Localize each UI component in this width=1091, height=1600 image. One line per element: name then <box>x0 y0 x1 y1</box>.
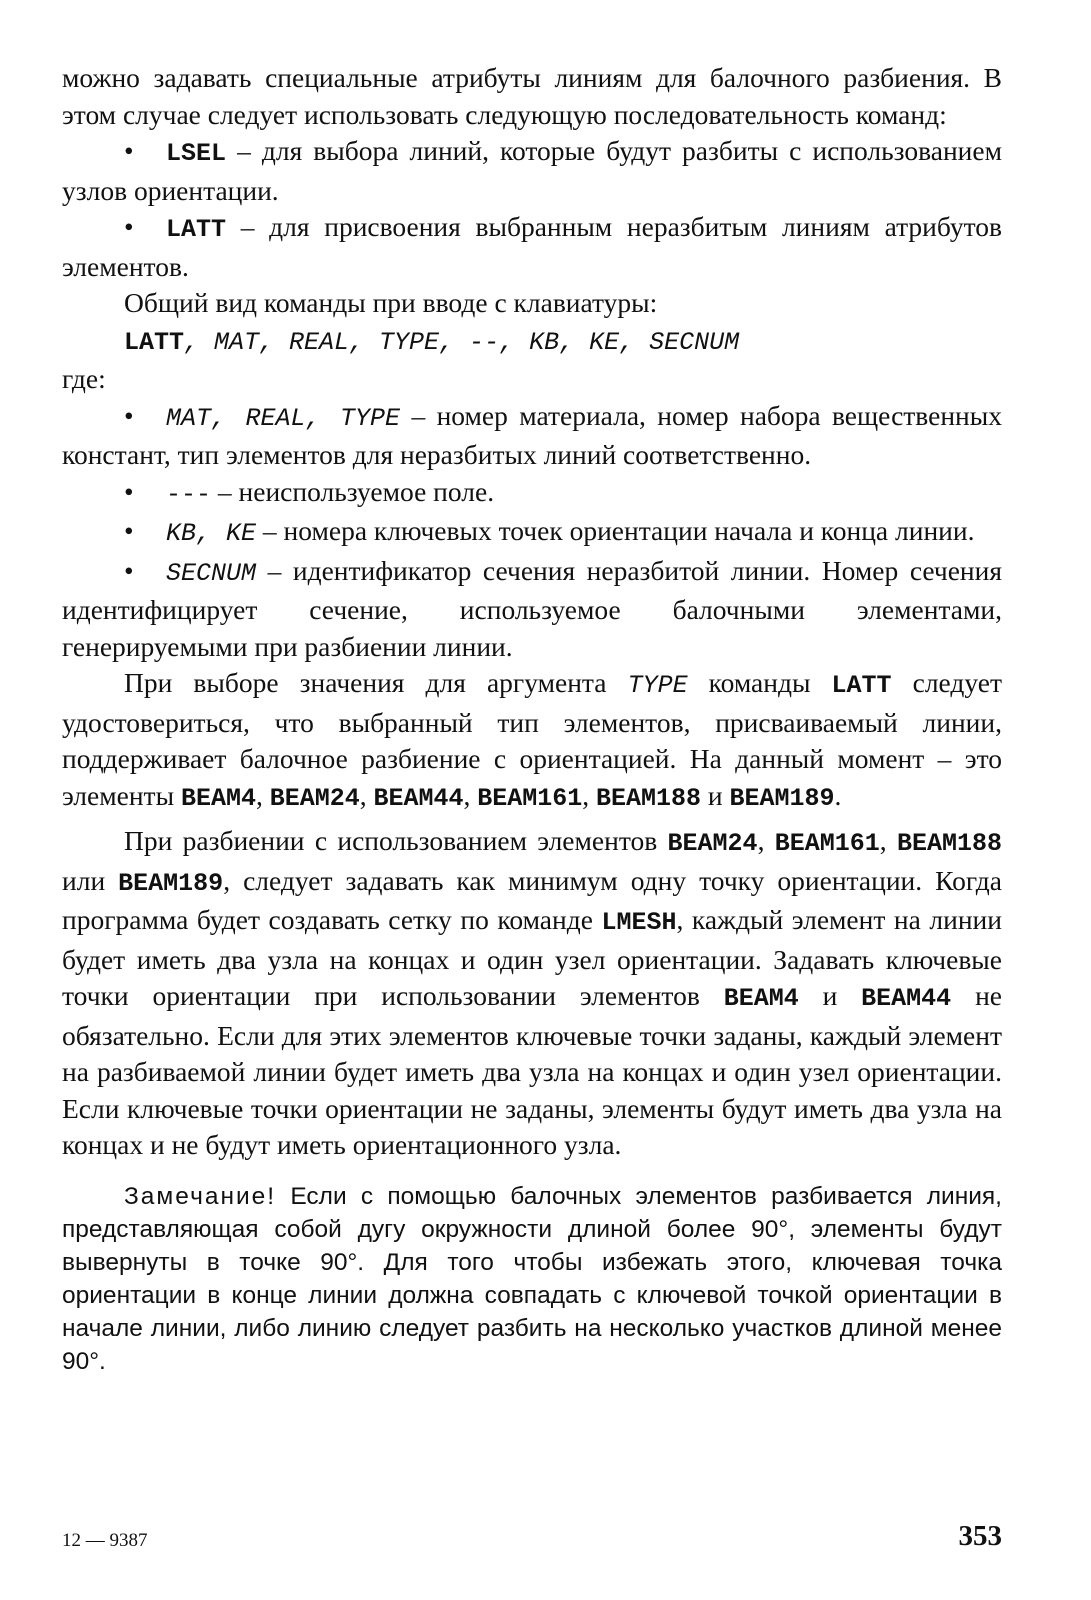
text-run: или <box>62 864 119 896</box>
page-footer <box>62 1520 1002 1560</box>
args-secnum: SECNUM <box>166 558 257 588</box>
command-syntax <box>62 322 1002 362</box>
bullet-lsel <box>62 133 1002 209</box>
paragraph-type <box>62 665 1002 817</box>
command-latt-inline: LATT <box>831 671 892 700</box>
note-text: Если с помощью балочных элементов разбивается линия, представляющая собой дугу окружности длиной более 90°, элементы будут вывернуты в точке 90°. Для того чтобы избежать этого, ключевая точка ориентации в конце линии должна совпадать с ключевой точкой ориентации в начале линии, либо линию следует разбить на несколько участков длиной менее 90°. <box>62 1182 1002 1375</box>
command-latt: LATT <box>166 215 227 244</box>
bullet-icon: • <box>124 515 134 546</box>
text-run: , <box>463 779 478 811</box>
page-body <box>62 60 1002 1378</box>
bullet-text: – неиспользуемое поле. <box>211 475 495 507</box>
element-beam44: BEAM44 <box>373 783 464 813</box>
command-latt-syntax: LATT <box>124 327 185 357</box>
text-run: . <box>834 779 842 811</box>
bullet-latt <box>62 209 1002 285</box>
element-beam161: BEAM161 <box>477 783 583 813</box>
args-unused: --- <box>166 479 212 509</box>
bullet-text: – для выбора линий, которые будут разбиты с использованием узлов ориентации. <box>62 135 1002 206</box>
args-mat-real-type: MAT, REAL, TYPE <box>166 403 401 433</box>
text-run: и <box>798 980 862 1011</box>
text-run: , <box>879 825 897 856</box>
paragraph-mesh <box>62 823 1002 1164</box>
bullet-icon: • <box>124 211 134 242</box>
arg-type: TYPE <box>627 671 688 700</box>
command-lsel: LSEL <box>166 139 227 168</box>
text-run: , каждый элемент на линии будет иметь два узла на концах и один узел ориентации. Задавать ключевые точки ориентации при использовании элементов <box>62 904 1002 1011</box>
bullet-mat-real-type <box>62 398 1002 474</box>
text-run: и <box>701 779 730 811</box>
element-beam161: BEAM161 <box>774 829 880 858</box>
bullet-text: – номера ключевых точек ориентации начала и конца линии. <box>256 515 975 546</box>
element-beam189: BEAM189 <box>729 783 835 813</box>
where-label: где: <box>62 363 106 394</box>
element-beam188: BEAM188 <box>896 829 1002 858</box>
element-beam4: BEAM4 <box>180 783 256 813</box>
bullet-icon: • <box>124 554 134 586</box>
paragraph-intro: можно задавать специальные атрибуты линиям для балочного разбиения. В этом случае следует использовать следующую последовательность команд: <box>62 62 1002 130</box>
element-beam188: BEAM188 <box>596 783 702 813</box>
bullet-unused <box>62 474 1002 514</box>
text-run: , следует задавать как минимум одну точку ориентации. Когда программа будет создавать сетку по команде <box>62 864 1002 935</box>
element-beam24: BEAM24 <box>667 829 758 858</box>
note-paragraph <box>62 1180 1002 1378</box>
bullet-icon: • <box>124 399 134 431</box>
note-label: Замечание! <box>124 1182 277 1210</box>
command-lmesh: LMESH <box>601 908 677 937</box>
text-run: , <box>255 779 270 811</box>
text-run: следует удостовериться, что выбранный тип элементов, присваиваемый линии, поддерживает балочное разбиение с ориентацией. На данный момент – это элементы <box>62 667 1002 811</box>
bullet-kb-ke <box>62 513 1002 553</box>
bullet-text: – номер материала, номер набора вещественных констант, тип элементов для неразбитых линий соответственно. <box>62 399 1002 470</box>
element-beam4: BEAM4 <box>723 984 799 1013</box>
bullet-secnum <box>62 553 1002 666</box>
bullet-icon: • <box>124 475 134 507</box>
element-beam189: BEAM189 <box>118 868 224 898</box>
text-run: , <box>359 779 374 811</box>
args-kb-ke: KB, KE <box>166 519 257 548</box>
command-args: , MAT, REAL, TYPE, --, KB, KE, SECNUM <box>184 327 740 357</box>
paragraph-general: Общий вид команды при вводе с клавиатуры: <box>124 287 658 318</box>
text-run: , <box>582 779 597 811</box>
text-run: При разбиении с использованием элементов <box>124 825 668 856</box>
text-run: команды <box>687 667 832 698</box>
element-beam44: BEAM44 <box>861 984 952 1013</box>
bullet-icon: • <box>124 135 134 166</box>
bullet-text: – для присвоения выбранным неразбитым линиям атрибутов элементов. <box>62 211 1002 282</box>
text-run: не обязательно. Если для этих элементов ключевые точки заданы, каждый элемент на разбиваемой линии будет иметь два узла на концах и один узел ориентации. Если ключевые точки ориентации не заданы, элементы будут иметь два узла на концах и не будут иметь ориентационного узла. <box>62 980 1002 1160</box>
element-beam24: BEAM24 <box>269 783 360 813</box>
text-run: , <box>757 825 775 856</box>
printer-signature: 12 — 9387 <box>62 1530 148 1551</box>
text-run: При выборе значения для аргумента <box>124 667 628 698</box>
page-number: 353 <box>958 1520 1002 1552</box>
bullet-text: – идентификатор сечения неразбитой линии. Номер сечения идентифицирует сечение, используемое балочными элементами, генерируемыми при разбиении линии. <box>62 554 1002 662</box>
